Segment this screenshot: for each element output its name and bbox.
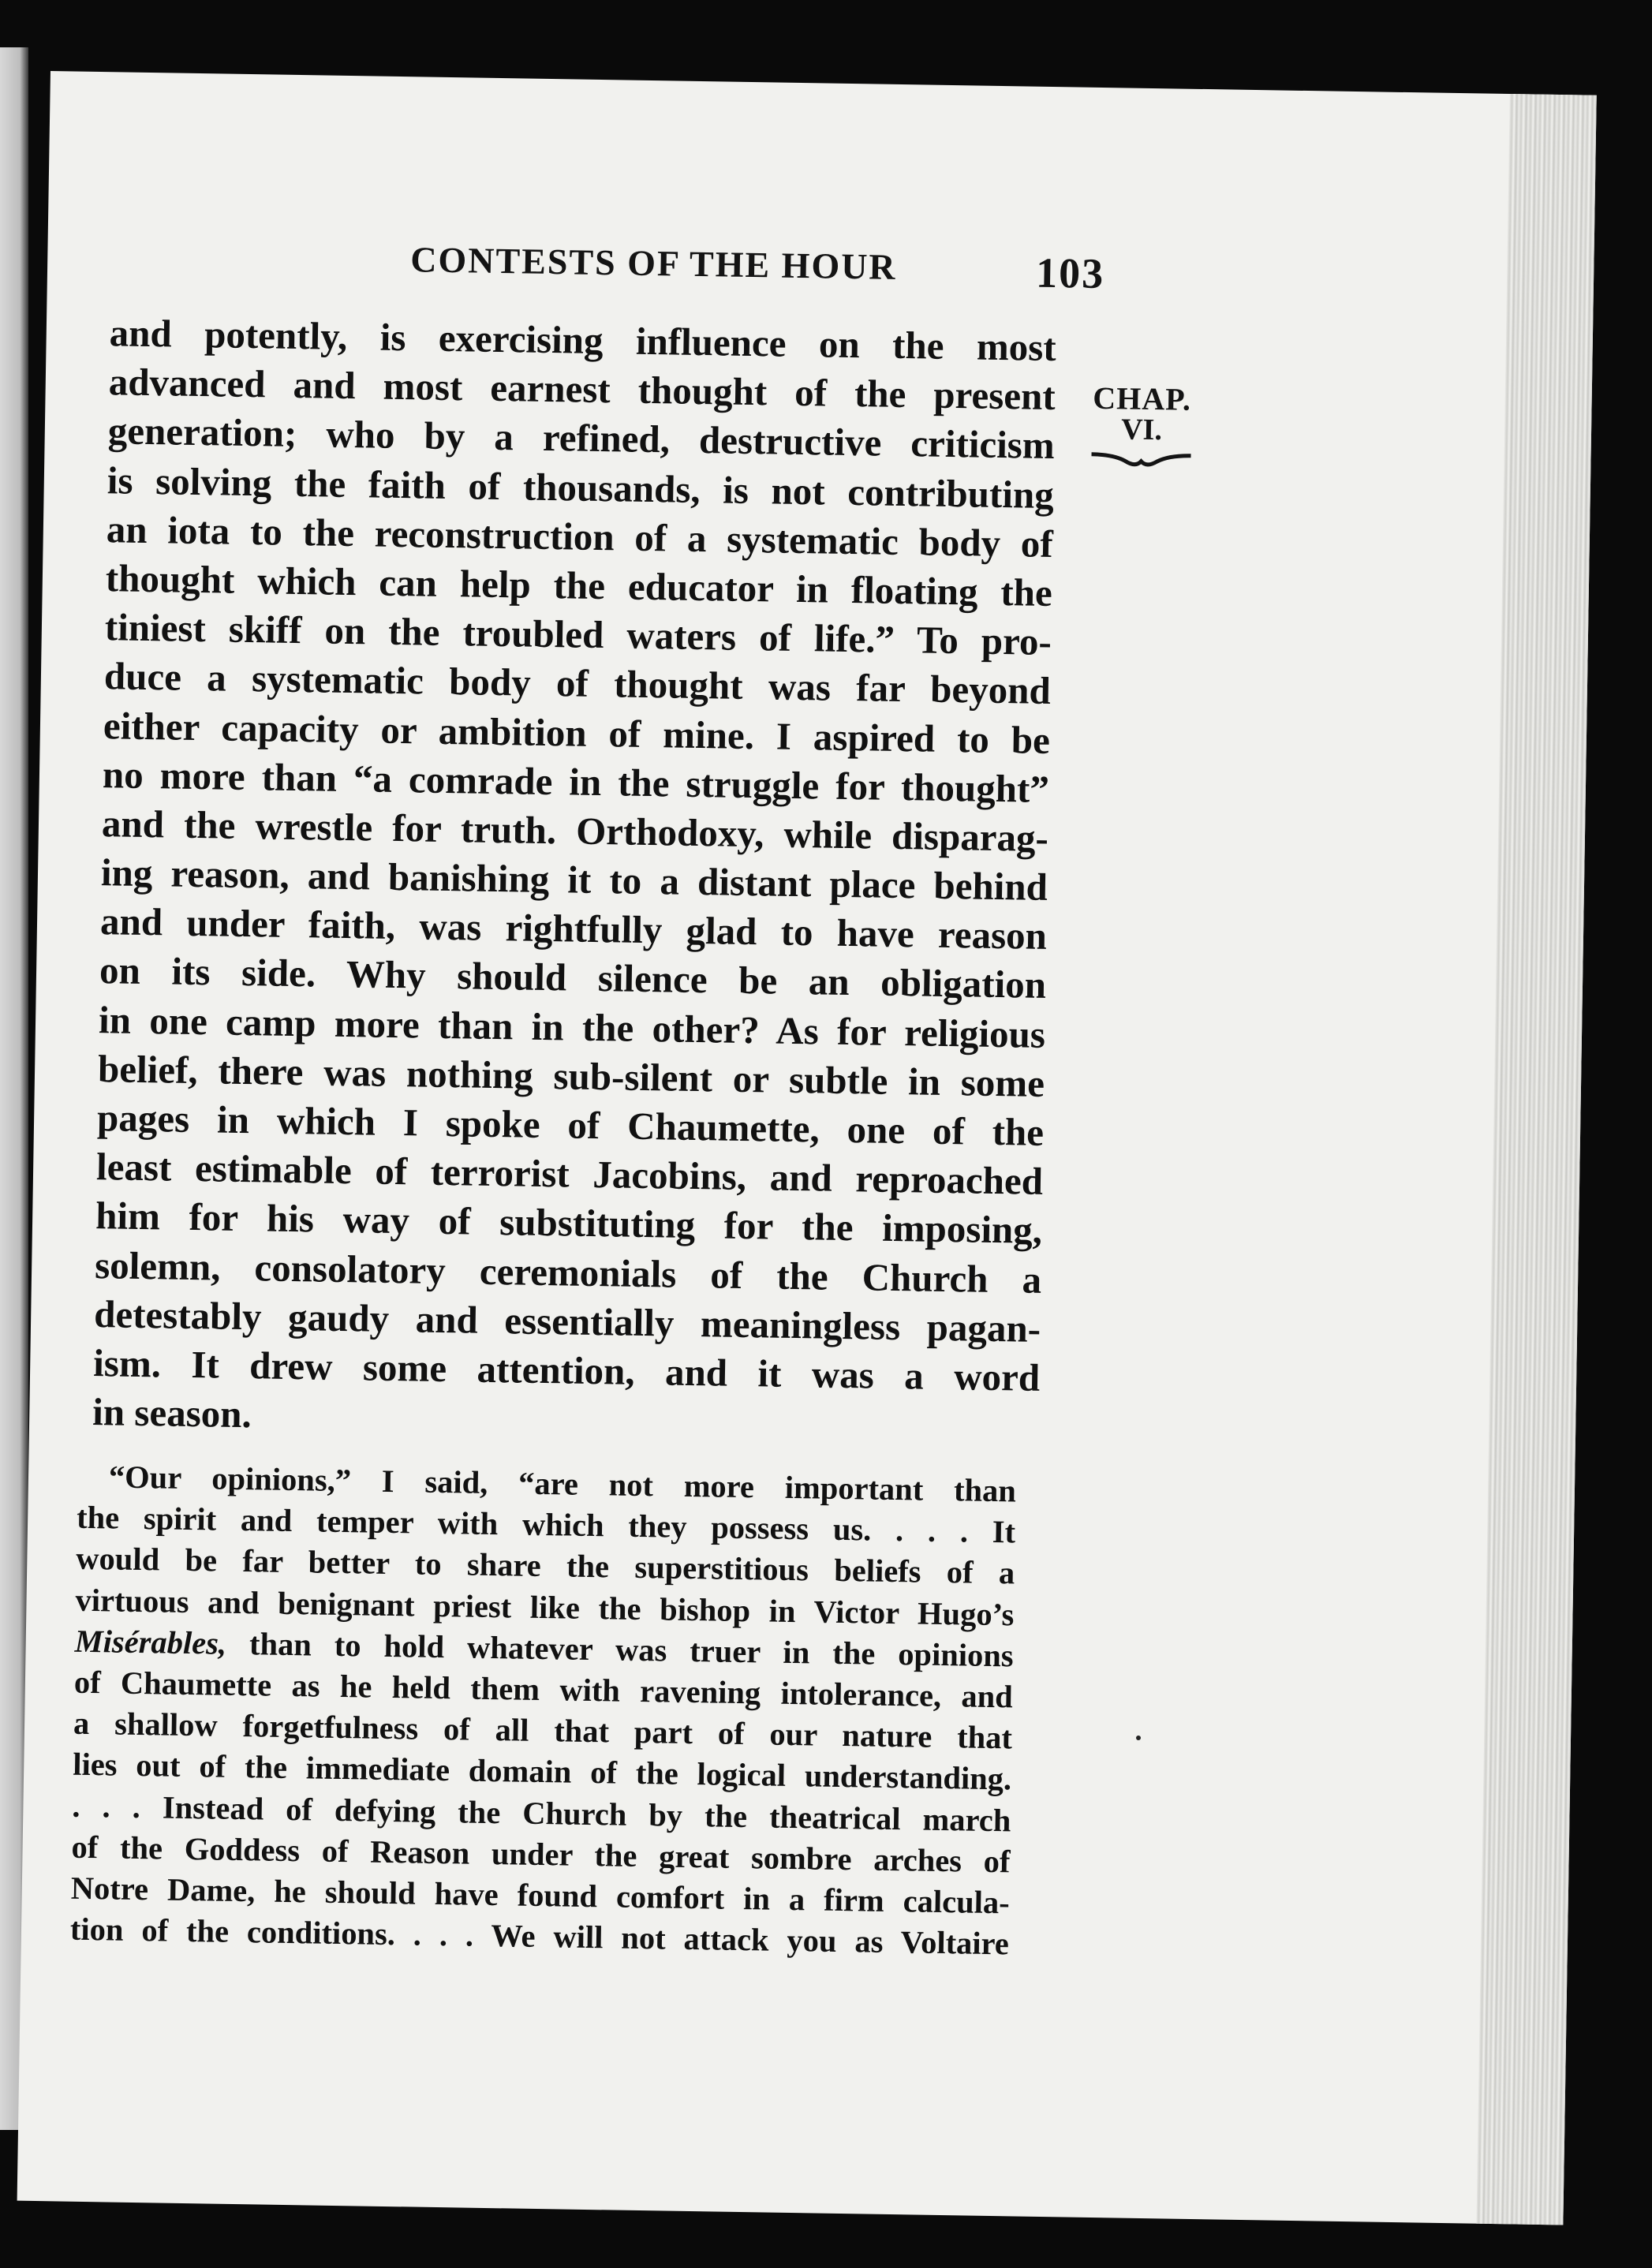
body-paragraph — [92, 308, 1056, 1452]
body-line: detestably gaudy and essentially meaningless pagan- — [93, 1291, 1041, 1351]
quote-line: . . . Instead of defying the Church by the theatrical march — [72, 1788, 1011, 1838]
body-line: generation; who by a refined, destructive criticism — [107, 409, 1056, 468]
running-head — [198, 235, 1105, 298]
body-line: no more than “a comrade in the struggle for thought” — [102, 752, 1050, 811]
quote-line: the spirit and temper with which they possess us. . . . It — [76, 1499, 1016, 1550]
body-line: belief, there was nothing sub-silent or subtle in some — [97, 1046, 1045, 1105]
chapter-number: VI. — [1120, 413, 1163, 447]
body-line: and under faith, was rightfully glad to have reason — [99, 899, 1048, 958]
body-line: him for his way of substituting for the imposing, — [95, 1194, 1043, 1253]
chapter-margin-note — [1078, 379, 1205, 472]
body-line: ing reason, and banishing it to a distant place behind — [100, 850, 1048, 910]
scan-speck — [1136, 1736, 1141, 1740]
page-stack-edge — [1476, 94, 1596, 2225]
quote-line: “Our opinions,” I said, “are not more important than — [108, 1459, 1017, 1509]
body-line: pages in which I spoke of Chaumette, one of the — [96, 1096, 1045, 1154]
body-line: in one camp more than in the other? As for religious — [98, 997, 1046, 1056]
quotation-block — [70, 1456, 1017, 1965]
chapter-label: CHAP. — [1092, 379, 1192, 417]
quote-line: a shallow forgetfulness of all that part of our nature that — [73, 1705, 1013, 1756]
book-page — [17, 71, 1597, 2225]
quote-line: of Chaumette as he held them with ravening intolerance, and — [73, 1664, 1014, 1715]
brace-ornament-icon — [1089, 450, 1192, 472]
quote-line: of the Goddess of Reason under the great sombre arches of — [71, 1829, 1011, 1880]
body-line: either capacity or ambition of mine. I aspired to be — [103, 703, 1051, 762]
body-line: on its side. Why should silence be an obligation — [99, 948, 1047, 1007]
body-line: and the wrestle for truth. Orthodoxy, while disparag- — [101, 801, 1049, 860]
body-line: and potently, is exercising influence on the most — [109, 311, 1057, 370]
body-line: thought which can help the educator in floating the — [105, 556, 1053, 615]
body-line: ism. It drew some attention, and it was a word — [92, 1340, 1041, 1399]
quote-line: tion of the conditions. . . . We will not attack you as Voltaire — [69, 1911, 1010, 1962]
quote-line: lies out of the immediate domain of the logical understanding. — [72, 1747, 1012, 1797]
quote-line: Notre Dame, he should have found comfort in a firm calcula- — [70, 1870, 1011, 1921]
italic-title: Misérables, — [74, 1623, 227, 1661]
quote-line: Misérables, than to hold whatever was truer in the opinions — [74, 1623, 1014, 1674]
body-line: in season. — [92, 1390, 252, 1437]
body-line: duce a systematic body of thought was far beyond — [103, 654, 1052, 713]
body-line: advanced and most earnest thought of the present — [108, 360, 1056, 419]
body-line: least estimable of terrorist Jacobins, and reproached — [95, 1145, 1044, 1204]
page-number: 103 — [1035, 248, 1105, 298]
body-line: solemn, consolatory ceremonials of the Church a — [94, 1242, 1042, 1302]
body-line: is solving the faith of thousands, is not contributing — [107, 458, 1055, 517]
running-head-title: CONTESTS OF THE HOUR — [409, 239, 898, 287]
body-line: tiniest skiff on the troubled waters of life.” To pro- — [104, 605, 1052, 664]
quote-line: virtuous and benignant priest like the bishop in Victor Hugo’s — [75, 1582, 1015, 1632]
body-line: an iota to the reconstruction of a systematic body of — [106, 506, 1054, 566]
quote-line: would be far better to share the superstitious beliefs of a — [76, 1541, 1015, 1591]
